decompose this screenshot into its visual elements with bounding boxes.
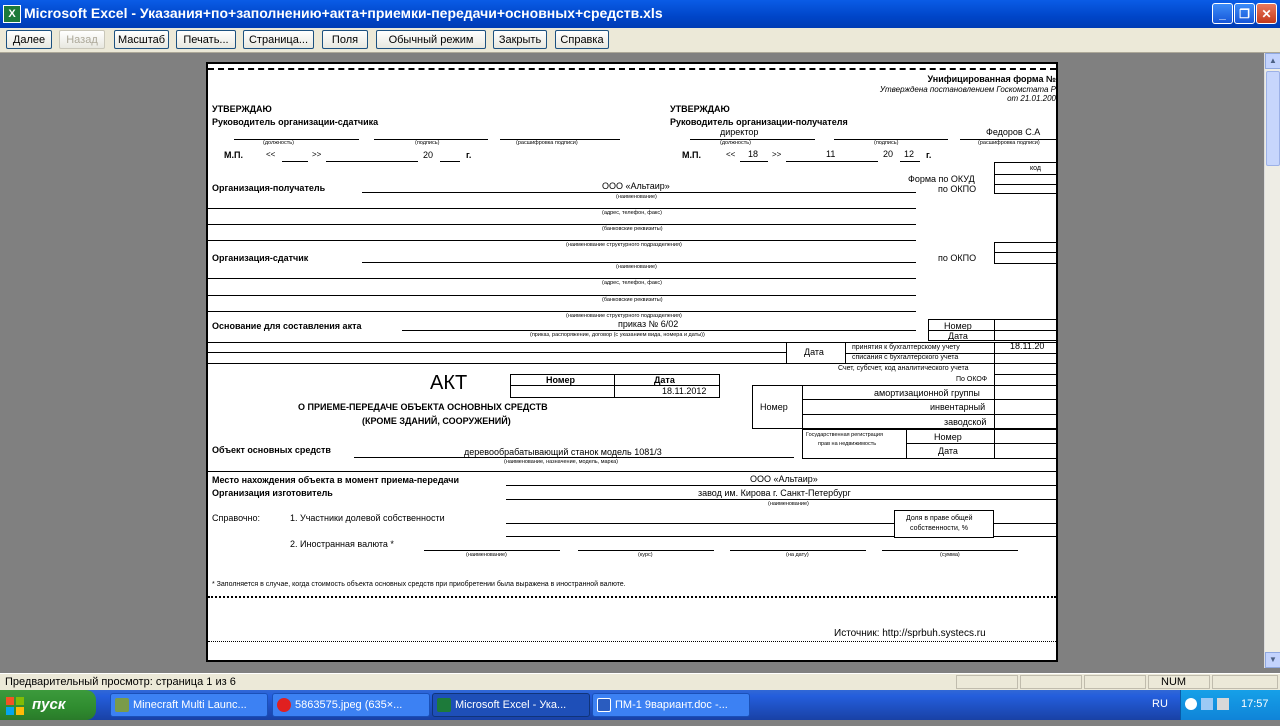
share-label-2: собственности, % — [910, 525, 968, 532]
code-box — [994, 162, 1058, 194]
okof-label: По ОКОФ — [956, 376, 988, 383]
position-value: директор — [720, 127, 759, 137]
num-lock-panel — [1148, 675, 1210, 689]
taskbar-item-minecraft[interactable]: Minecraft Multi Launc... — [110, 693, 268, 717]
maker-value: завод им. Кирова г. Санкт-Петербург — [698, 488, 851, 498]
basis-number-label: Номер — [944, 321, 972, 331]
vertical-scrollbar[interactable] — [1264, 53, 1280, 668]
object-value: деревообрабатывающий станок модель 1081/3 — [464, 447, 662, 457]
start-label: пуск — [32, 696, 66, 713]
normal-view-button[interactable]: Обычный режим — [376, 30, 486, 49]
code-header: код — [1030, 165, 1041, 172]
close-preview-button[interactable]: Закрыть — [493, 30, 547, 49]
maker-label: Организация изготовитель — [212, 488, 333, 498]
source-link: Источник: http://sprbuh.systecs.ru — [834, 628, 986, 639]
registration-label-2: прав на недвижимость — [818, 441, 877, 447]
receiver-label: Организация-получатель — [212, 183, 326, 193]
print-page[interactable]: Унифицированная форма № Утверждена постановлением Госкомстата Р от 21.01.200 УТВЕРЖДАЮ Руководитель организации-сдатчика УТВЕРЖДАЮ Руководитель организации-получателя (должность) (подпись) (расшифровка подписи) директор Федоров С.А (должность) (подпись) (расшифровка подписи) М.П. << >> 20 г. М.П. << 18 >> 11 20 12 г. код Форма по ОКУД по ОКПО Организация-получатель ООО «Альтаир» (наименование) (адрес, телефон, факс) (банковские реквизиты) (наименование структурного подразделения) по ОКПО Организация-сдатчик (наименование) (адрес, телефон, факс) (банковские реквизиты) (наименование структурного подразделения) Основание для составления акта приказ № 6/02 (приказ, распоряжение, договор (с указанием вида, номера и даты)) Номер Дата Дата принятия к бухгалтерскому учету 18.11.20 списания с бухгалтерского учета Счет, субсчет, код аналитического учета По ОКОФ АКТ Номер Дата 18.11.2012 О ПРИЕМЕ-ПЕРЕДАЧЕ ОБЪЕКТА ОСНОВНЫХ СРЕДСТВ (КРОМЕ ЗДАНИЙ, СООРУЖЕНИЙ) Номер амортизационной группы инвентарный заводской Государственная регистрация прав на недвижимость Номер Дата Объект основных средств деревообрабатывающий станок модель 1081/3 (наименование, назначение, модель, марка) Место нахождения объекта в момент приема-передачи ООО «Альтаир» Организация изготовитель завод им. Кирова г. Санкт-Петербург (наименование) Справочно: 1. Участники долевой собственности Доля в праве общей собственности, % 2. Иностранная валюта * (наименование) (курс) (на дату) (сумма) * Заполняется в случае, когда стоимость объекта основных средств при приобретении была выражена в иностранной валюте. Источник: http://sprbuh.systecs.ru — [206, 62, 1058, 662]
factory-label: заводской — [944, 417, 987, 427]
close-button[interactable]: ✕ — [1256, 3, 1277, 24]
registration-date-label: Дата — [938, 446, 958, 456]
okpo-label: по ОКПО — [938, 184, 977, 194]
inventory-label: инвентарный — [930, 402, 986, 412]
date-label: Дата — [804, 347, 824, 357]
word-icon — [597, 698, 611, 712]
caption-position: (должность) — [263, 140, 294, 146]
form-title: Унифицированная форма № — [927, 74, 1056, 84]
windows-logo-icon — [6, 696, 24, 714]
next-page-button[interactable]: Далее — [6, 30, 52, 49]
stamp-right: М.П. — [682, 150, 701, 160]
act-date-header: Дата — [654, 375, 675, 385]
registration-label-1: Государственная регистрация — [806, 432, 883, 438]
approve-day: 18 — [748, 149, 759, 159]
scroll-down-icon[interactable]: ▼ — [1265, 652, 1280, 668]
caption-decode: (расшифровка подписи) — [516, 140, 578, 146]
volume-icon[interactable] — [1217, 698, 1229, 710]
status-text: Предварительный просмотр: страница 1 из 6 — [5, 676, 236, 688]
amort-label: амортизационной группы — [874, 388, 980, 398]
approved-text: Утверждена постановлением Госкомстата Р — [879, 85, 1056, 94]
act-subtitle-2: (КРОМЕ ЗДАНИЙ, СООРУЖЕНИЙ) — [362, 416, 511, 426]
status-bar — [0, 673, 1280, 691]
reference-label: Справочно: — [212, 513, 261, 523]
account-label: Счет, субсчет, код аналитического учета — [838, 365, 969, 372]
page-setup-button[interactable]: Страница... — [243, 30, 314, 49]
basis-label: Основание для составления акта — [212, 321, 362, 331]
status-panel-2 — [1020, 675, 1082, 689]
maximize-button[interactable]: ❐ — [1234, 3, 1255, 24]
print-button[interactable]: Печать... — [176, 30, 236, 49]
sender-label: Организация-сдатчик — [212, 253, 309, 263]
tray-arrow-icon[interactable] — [1185, 698, 1197, 710]
status-panel-1 — [956, 675, 1018, 689]
okpo-label-2: по ОКПО — [938, 253, 977, 263]
approve-year: 12 — [904, 149, 915, 159]
stamp-left: М.П. — [224, 150, 243, 160]
taskbar — [0, 690, 1280, 720]
receiver-value: ООО «Альтаир» — [602, 181, 670, 191]
location-label: Место нахождения объекта в момент приема-передачи — [212, 475, 460, 485]
help-button[interactable]: Справка — [555, 30, 609, 49]
name-value: Федоров С.А — [986, 127, 1041, 137]
status-panel-5 — [1212, 675, 1278, 689]
top-margin-line — [208, 68, 1056, 70]
head-receiver: Руководитель организации-получателя — [670, 117, 848, 127]
num-lock-indicator: NUM — [1161, 676, 1187, 688]
language-indicator[interactable]: RU — [1152, 698, 1168, 710]
previous-page-button[interactable]: Назад — [59, 30, 105, 49]
okud-label: Форма по ОКУД — [908, 174, 975, 184]
share-label-1: Доля в праве общей — [906, 515, 973, 522]
scroll-thumb[interactable] — [1266, 71, 1280, 166]
excel-icon: X — [3, 5, 21, 23]
caption-signature: (подпись) — [415, 140, 440, 146]
status-panel-3 — [1084, 675, 1146, 689]
scroll-up-icon[interactable]: ▲ — [1265, 53, 1280, 69]
approve-left: УТВЕРЖДАЮ — [212, 104, 272, 114]
act-date: 18.11.2012 — [662, 386, 707, 396]
taskbar-item-image[interactable]: 5863575.jpeg (635×... — [272, 693, 430, 717]
basis-date-label: Дата — [948, 331, 968, 341]
registration-number-label: Номер — [934, 432, 962, 442]
minecraft-icon — [115, 698, 129, 712]
accepted-value: 18.11.20 — [1010, 341, 1045, 351]
start-button[interactable] — [0, 690, 96, 720]
location-value: ООО «Альтаир» — [750, 474, 818, 484]
taskbar-item-excel[interactable]: Microsoft Excel - Ука... — [432, 693, 590, 717]
written-off-label: списания с бухгалтерского учета — [852, 354, 959, 361]
head-sender: Руководитель организации-сдатчика — [212, 117, 379, 127]
system-tray — [1180, 690, 1280, 720]
zoom-button[interactable]: Масштаб — [114, 30, 169, 49]
caption-signature-r: (подпись) — [874, 140, 899, 146]
basis-value: приказ № 6/02 — [618, 319, 679, 329]
caption-decode-r: (расшифровка подписи) — [978, 140, 1040, 146]
title-bar — [0, 0, 1280, 28]
reference-2: 2. Иностранная валюта * — [290, 539, 394, 549]
accepted-label: принятия к бухгалтерскому учету — [852, 344, 960, 351]
object-label: Объект основных средств — [212, 445, 331, 455]
act-number-header: Номер — [546, 375, 576, 385]
window-title: Microsoft Excel - Указания+по+заполнению+акта+приемки-передачи+основных+средств.xls — [24, 5, 663, 21]
network-icon[interactable] — [1201, 698, 1213, 710]
opera-icon — [277, 698, 291, 712]
preview-toolbar — [0, 28, 1280, 53]
taskbar-item-word[interactable]: ПМ-1 9вариант.doc -... — [592, 693, 750, 717]
minimize-button[interactable]: _ — [1212, 3, 1233, 24]
caption-position-r: (должность) — [720, 140, 751, 146]
approved-date: от 21.01.200 — [1007, 94, 1056, 103]
approve-month: 11 — [826, 149, 836, 159]
clock[interactable]: 17:57 — [1241, 698, 1269, 710]
footnote: * Заполняется в случае, когда стоимость объекта основных средств при приобретении была выражена в иностранной валюте. — [212, 581, 626, 588]
margins-button[interactable]: Поля — [322, 30, 368, 49]
approve-right: УТВЕРЖДАЮ — [670, 104, 730, 114]
act-title: АКТ — [430, 372, 468, 394]
reference-1: 1. Участники долевой собственности — [290, 513, 445, 523]
act-subtitle-1: О ПРИЕМЕ-ПЕРЕДАЧЕ ОБЪЕКТА ОСНОВНЫХ СРЕДСТВ — [298, 402, 548, 412]
excel-task-icon — [437, 698, 451, 712]
number-side-label: Номер — [760, 402, 788, 412]
